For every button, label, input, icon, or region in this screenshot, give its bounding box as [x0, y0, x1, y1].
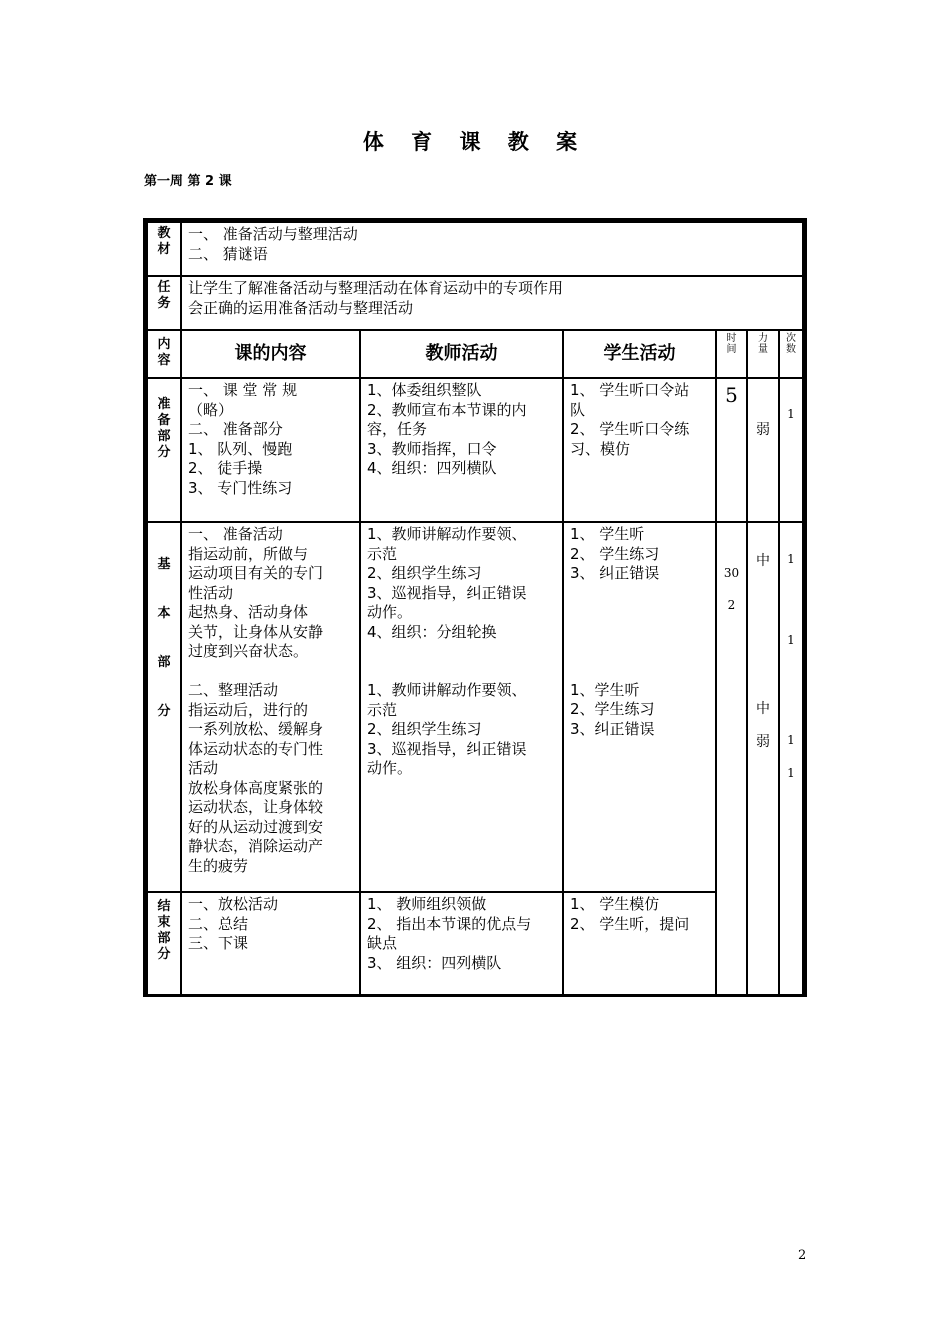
prep-intensity-value: 弱 [756, 422, 770, 438]
page-title: 体 育 课 教 案 [362, 130, 588, 154]
basic-intensity: 中 中 弱 [746, 521, 780, 997]
header-student: 学生活动 [562, 329, 717, 379]
prep-time-value: 5 [725, 383, 738, 407]
prep-teacher: 1、体委组织整队 2、教师宣布本节课的内 容，任务 3、教师指挥，口令 4、组织：四列横队 [359, 377, 564, 523]
prep-time [715, 377, 748, 523]
end-teacher: 1、 教师组织领做 2、 指出本节课的优点与 缺点 3、 组织：四列横队 [359, 891, 564, 997]
basic-teacher: 1、教师讲解动作要领、 示范 2、组织学生练习 3、巡视指导，纠正错误 动作。 4、组织：分组轮换 1、教师讲解动作要领、 示范 2、组织学生练习 3、巡视指导，纠正错误 动作。 [359, 521, 564, 893]
header-label: 内 容 [146, 329, 182, 379]
lesson-subtitle: 第一周 第 2 课 [144, 174, 232, 189]
prep-count-value: 1 [787, 407, 795, 421]
basic-label: 基 本 部 分 [146, 521, 182, 893]
prep-label: 准 备 部 分 [146, 377, 182, 523]
prep-content: 一、 课 堂 常 规 （略） 二、 准备部分 1、 队列、慢跑 2、 徒手操 3、 专门性练习 [180, 377, 361, 523]
material-label: 教 材 [146, 221, 182, 277]
prep-student: 1、 学生听口令站 队 2、 学生听口令练 习、模仿 [562, 377, 717, 523]
header-content: 课的内容 [180, 329, 361, 379]
basic-count: 1 1 1 1 [778, 521, 804, 997]
header-time: 时 间 [715, 329, 748, 379]
basic-content: 一、 准备活动 指运动前，所做与 运动项目有关的专门 性活动 起热身、活动身体 关节，让身体从安静 过度到兴奋状态。 二、整理活动 指运动后，进行的 一系列放松、缓解身 体运动状态的专门性 活动 放松身体高度紧张的 运动状态，让身体较 好的从运动过渡到安 静状态，消除运动产 生的疲劳 [180, 521, 361, 893]
lesson-plan-table [143, 218, 807, 997]
end-student: 1、 学生模仿 2、 学生听，提问 [562, 891, 717, 997]
basic-time: 30 2 [715, 521, 748, 997]
prep-intensity [746, 377, 780, 523]
end-label: 结 束 部 分 [146, 891, 182, 997]
end-content: 一、放松活动 二、总结 三、下课 [180, 891, 361, 997]
header-teacher: 教师活动 [359, 329, 564, 379]
task-content: 让学生了解准备活动与整理活动在体育运动中的专项作用 会正确的运用准备活动与整理活动 [180, 275, 804, 331]
basic-student: 1、 学生听 2、 学生练习 3、 纠正错误 1、学生听 2、学生练习 3、纠正错误 [562, 521, 717, 893]
prep-count [778, 377, 804, 523]
material-content: 一、 准备活动与整理活动 二、 猜谜语 [180, 221, 804, 277]
header-count: 次 数 [778, 329, 804, 379]
page-number: 2 [798, 1248, 807, 1263]
header-intensity: 力 量 [746, 329, 780, 379]
task-label: 任 务 [146, 275, 182, 331]
